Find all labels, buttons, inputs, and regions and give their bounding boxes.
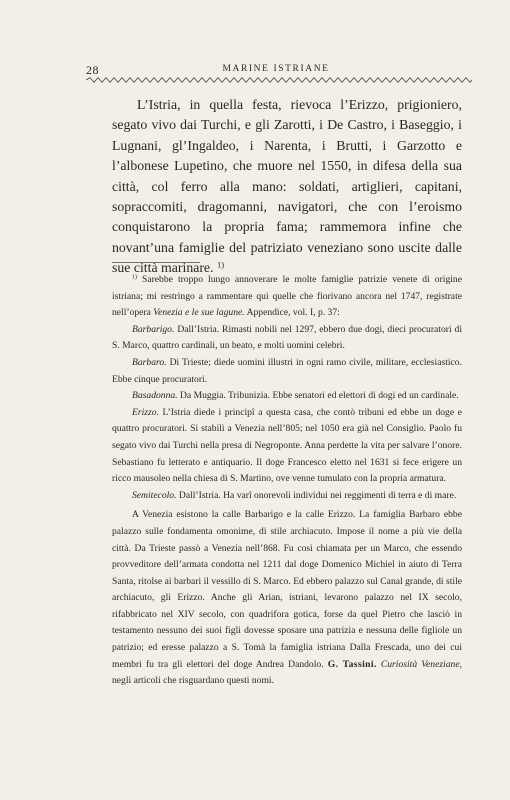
family-text: Dall’Istria. Ha varî onorevoli individui nei reggimenti di terra e di mare. — [178, 489, 457, 501]
family-entry — [112, 388, 462, 405]
footnote-separator — [112, 262, 200, 263]
family-text: L’Istria diede i principî a questa casa, che contò tribuni ed ebbe un doge e quattro procuratori. Si stabilì a Venezia nell’805; nel 1050 era già nel Consiglio. Paolo fu segato vivo dai Turchi nella presa di Negroponte. Anna perdette la vita per salvare l’onore. Sebastiano fu letterato e antiquario. Il doge Francesco eletto nel 1631 si fece erigere un ricco mausoleo nella chiesa di S. Martino, ove venne tumulato con la propria armatura. — [112, 406, 462, 485]
family-entry — [112, 355, 462, 388]
cited-work: Curiosità Veneziane, — [380, 658, 462, 670]
running-title: MARINE ISTRIANE — [222, 64, 330, 74]
footnotes — [112, 272, 462, 690]
page-number: 28 — [86, 63, 99, 77]
author-name: G. Tassini. — [327, 658, 377, 670]
family-entry — [112, 405, 462, 488]
footnote-intro — [112, 272, 462, 322]
footnote-text: negli articoli che risguardano questi nomi. — [112, 675, 274, 687]
main-text: L’Istria, in quella festa, rievoca l’Erizzo, prigioniero, segato vivo dai Turchi, e gli Zarotti, i De Castro, i Baseggio, i Lugnani, gl’Ingaldeo, i Narenta, i Brutti, i Garzotto e l’albonese Lupetino, che muore nel 1550, in difesa della sua città, col ferro alla mano: soldati, artiglieri, capitani, sopraccomiti, dragomanni, navigatori, che con l’eroismo conquistarono la propria fama; rammemora infine che novant’una famiglie del patriziato veneziano sono uscite dalle sue città marinare. — [112, 97, 462, 276]
family-name: Barbarigo. — [132, 323, 175, 335]
cited-work: Venezia e le sue lagune. — [153, 307, 245, 319]
footnote-ref: 1) — [216, 259, 225, 270]
family-name: Basadonna. — [132, 390, 178, 402]
family-name: Barbaro. — [132, 356, 167, 368]
family-entry — [112, 322, 462, 355]
ornamental-rule — [86, 77, 472, 83]
family-text: Da Muggia. Tribunizia. Ebbe senatori ed elettori di dogi ed un cardinale. — [179, 390, 459, 402]
footnote-text: A Venezia esistono la calle Barbarigo e la calle Erizzo. La famiglia Barbaro ebbe palazzo sulle fondamenta omonime, di stile archiacuto. Impose il nome a più vie della città. Da Trieste passò a Venezia nell’868. Fu così chiamata per un Marco, che essendo provveditore dell’armata condotta nel 1211 dal doge Domenico Michiel in aiuto di Terra Santa, ritolse ai barbari il vessillo di S. Marco. Ed ebbero palazzo sul Canal grande, di stile archiacuto, gli Erizzo. Anche gli Arian, istriani, levarono palazzo nel IX secolo, rifabbricato nel XIV secolo, con quadrifora gotica, forse da quel Pietro che lasciò in testamento nessuno dei suoi figli dovesse sposare una patrizia e nessuna delle figliole un patrizio; ed eresse palazzo a S. Tomà la famiglia istriana Dalla Frescada, uno dei cui membri fu tra gli elettori del doge Andrea Dandolo. — [112, 509, 462, 670]
footnote-text: Sarebbe troppo lungo annoverare le molte famiglie patrizie venete di origine istriana; mi restringo a rammentare qui quelle che fiorivano ancora nel 1747, registrate nell’opera — [112, 274, 462, 319]
family-text: Dall’Istria. Rimasti nobili nel 1297, ebbero due dogi, dieci procuratori di S. Marco, quattro cardinali, un beato, e molti uomini celebri. — [112, 323, 462, 352]
family-name: Semitecolo. — [132, 489, 177, 501]
family-name: Erizzo. — [132, 406, 159, 418]
footnote-text: Appendice, vol. I, p. 37: — [246, 307, 340, 319]
footnote-mark: 1) — [132, 274, 137, 281]
family-text: Di Trieste; diede uomini illustri in ogni ramo civile, militare, ecclesiastico. Ebbe cinque procuratori. — [112, 356, 462, 385]
family-entry — [112, 488, 462, 505]
main-paragraph — [112, 95, 462, 279]
footnote-closing — [112, 507, 462, 690]
running-head — [86, 63, 466, 77]
